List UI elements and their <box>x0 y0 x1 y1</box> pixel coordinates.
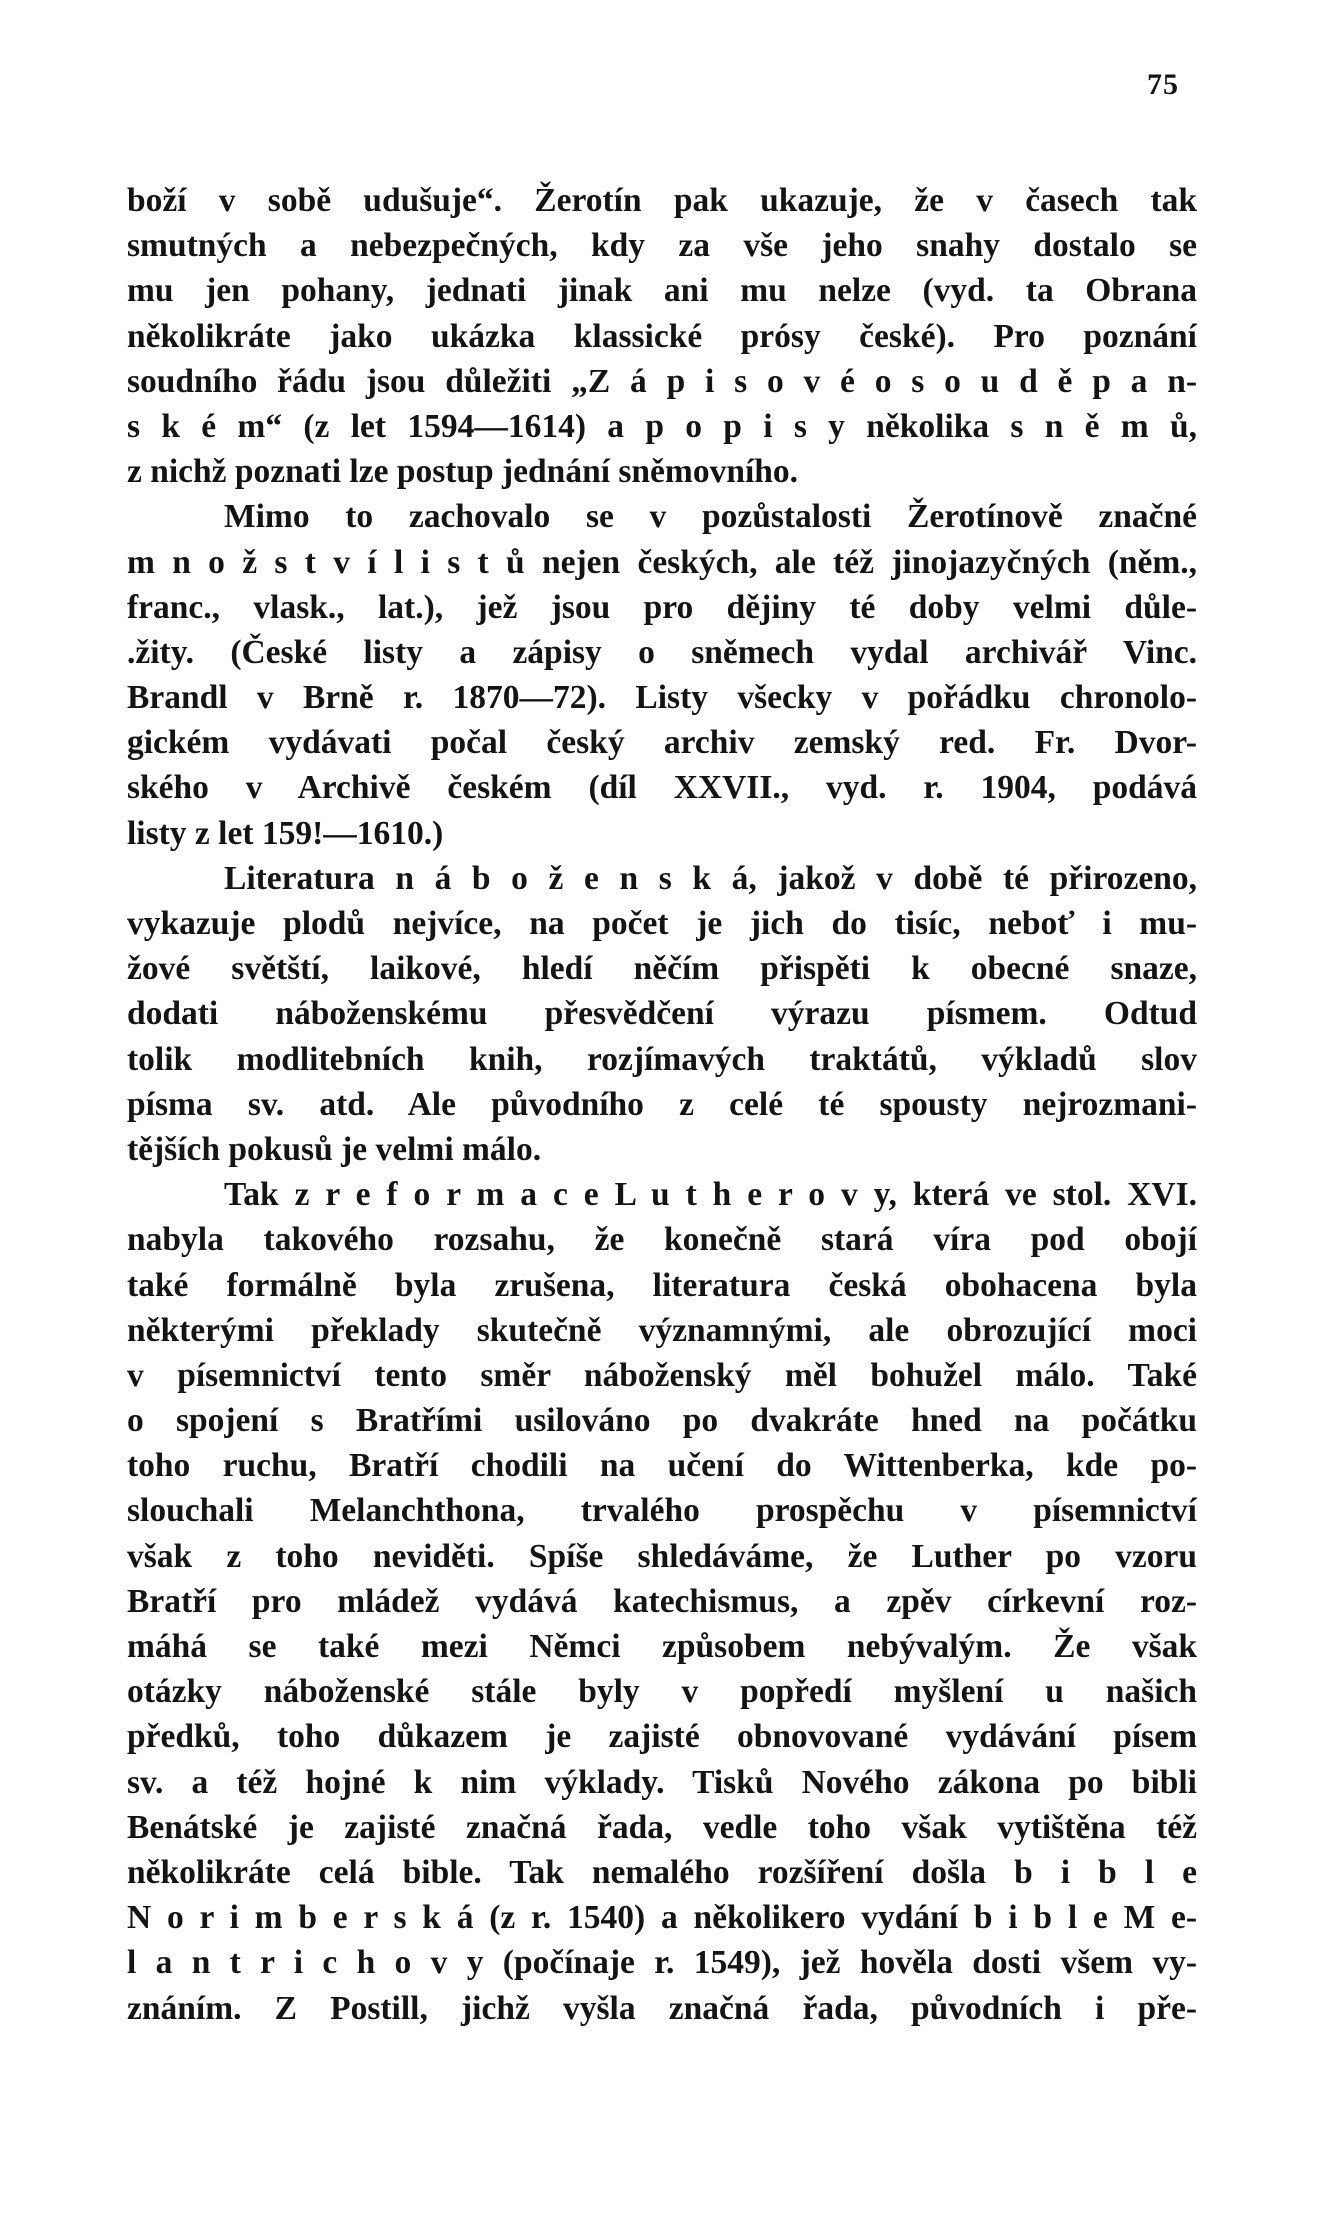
text-line: s k é m“ (z let 1594—1614) a p o p i s y několika s n ě m ů, <box>127 407 1197 445</box>
text-line: vykazuje plodů nejvíce, na počet je jich do tisíc, neboť i mu- <box>127 905 1197 942</box>
text-line: soudního řádu jsou důležiti „Z á p i s o v é o s o u d ě p a n- <box>127 362 1197 400</box>
text-line: několikráte jako ukázka klassické prósy české). Pro poznání <box>127 317 1197 355</box>
text-line: N o r i m b e r s k á (z r. 1540) a několikero vydání b i b l e M e- <box>127 1899 1197 1937</box>
text-line: v písemnictví tento směr náboženský měl bohužel málo. Také <box>127 1356 1197 1394</box>
text-line: Mimo to zachovalo se v pozůstalosti Žerotínově značné <box>224 498 1197 536</box>
text-line: mu jen pohany, jednati jinak ani mu nelze (vyd. ta Obrana <box>127 272 1197 310</box>
text-line: však z toho neviděti. Spíše shledáváme, že Luther po vzoru <box>127 1537 1197 1575</box>
text-line: znáním. Z Postill, jichž vyšla značná řada, původních i pře- <box>127 1989 1197 2027</box>
text-line: otázky náboženské stále byly v popředí myšlení u našich <box>127 1673 1197 1711</box>
text-line: žové světští, laikové, hledí něčím přispěti k obecné snaze, <box>127 950 1197 988</box>
text-line: Literatura n á b o ž e n s k á, jakož v době té přirozeno, <box>224 859 1197 897</box>
text-line: .žity. (České listy a zápisy o sněmech vydal archivář Vinc. <box>127 633 1197 671</box>
text-line: písma sv. atd. Ale původního z celé té spousty nejrozmani- <box>127 1085 1197 1123</box>
text-line: ského v Archivě českém (díl XXVII., vyd. r. 1904, podává <box>127 769 1197 807</box>
text-line: předků, toho důkazem je zajisté obnovované vydávání písem <box>127 1718 1197 1756</box>
text-line: slouchali Melanchthona, trvalého prospěchu v písemnictví <box>127 1492 1197 1530</box>
text-line: tějších pokusů je velmi málo. <box>127 1130 542 1168</box>
text-line: několikráte celá bible. Tak nemalého rozšíření došla b i b l e <box>127 1853 1197 1891</box>
text-line: l a n t r i c h o v y (počínaje r. 1549), jež hověla dosti všem vy- <box>127 1944 1197 1982</box>
text-line: listy z let 159!—1610.) <box>127 814 444 852</box>
text-line: nabyla takového rozsahu, že konečně stará víra pod obojí <box>127 1221 1197 1259</box>
text-line: také formálně byla zrušena, literatura česká obohacena byla <box>127 1266 1197 1304</box>
text-line: toho ruchu, Bratří chodili na učení do Wittenberka, kde po- <box>127 1447 1197 1485</box>
text-line: smutných a nebezpečných, kdy za vše jeho snahy dostalo se <box>127 227 1197 265</box>
text-line: boží v sobě udušuje“. Žerotín pak ukazuje, že v časech tak <box>127 182 1197 219</box>
text-line: Bratří pro mládež vydává katechismus, a zpěv církevní roz- <box>127 1582 1197 1620</box>
text-line: některými překlady skutečně významnými, ale obrozující moci <box>127 1311 1197 1349</box>
text-line: sv. a též hojné k nim výklady. Tisků Nového zákona po bibli <box>127 1763 1197 1801</box>
text-line: z nichž poznati lze postup jednání sněmovního. <box>127 453 799 491</box>
text-line: dodati náboženskému přesvědčení výrazu písmem. Odtud <box>127 995 1197 1033</box>
text-line: máhá se také mezi Němci způsobem nebývalým. Že však <box>127 1628 1197 1665</box>
page-number: 75 <box>1147 68 1179 101</box>
body-text <box>127 178 1197 2031</box>
text-line: m n o ž s t v í l i s t ů nejen českých, ale též jinojazyčných (něm., <box>127 543 1197 581</box>
text-line: Benátské je zajisté značná řada, vedle toho však vytištěna též <box>127 1808 1197 1846</box>
text-line: Brandl v Brně r. 1870—72). Listy všecky v pořádku chronolo- <box>127 679 1197 717</box>
text-line: Tak z r e f o r m a c e L u t h e r o v y, která ve stol. XVI. <box>224 1176 1197 1214</box>
text-line: franc., vlask., lat.), jež jsou pro dějiny té doby velmi důle- <box>127 588 1197 626</box>
text-line: o spojení s Bratřími usilováno po dvakráte hned na počátku <box>127 1402 1197 1440</box>
text-line: gickém vydávati počal český archiv zemský red. Fr. Dvor- <box>127 724 1197 762</box>
text-line: tolik modlitebních knih, rozjímavých traktátů, výkladů slov <box>127 1040 1197 1078</box>
